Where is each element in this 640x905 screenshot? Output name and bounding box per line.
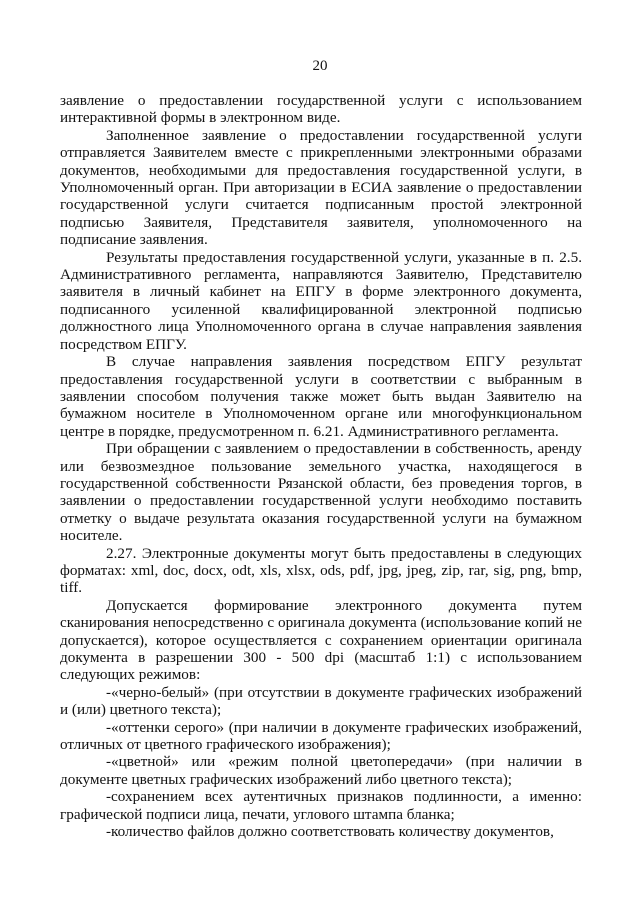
- paragraph-8: -«черно-белый» (при отсутствии в документе графических изображений и (или) цветного текста);: [60, 683, 582, 719]
- paragraph-2: Заполненное заявление о предоставлении государственной услуги отправляется Заявителем вместе с прикрепленными электронными образами документов, необходимыми для предоставления государственной услуги, в Уполномоченный орган. При авторизации в ЕСИА заявление о предоставлении государственной услуги считается подписанным простой электронной подписью Заявителя, Представителя заявителя, уполномоченного на подписание заявления.: [60, 126, 582, 249]
- paragraph-6: 2.27. Электронные документы могут быть предоставлены в следующих форматах: xml, doc, docx, odt, xls, xlsx, ods, pdf, jpg, jpeg, zip, rar, sig, png, bmp, tiff.: [60, 544, 582, 597]
- paragraph-3: Результаты предоставления государственной услуги, указанные в п. 2.5. Административного регламента, направляются Заявителю, Представителю заявителя в личный кабинет на ЕПГУ в форме электронного документа, подписанного усиленной квалифицированной электронной подписью должностного лица Уполномоченного органа в случае направления заявления посредством ЕПГУ.: [60, 248, 582, 353]
- paragraph-11: -сохранением всех аутентичных признаков подлинности, а именно: графической подписи лица, печати, углового штампа бланка;: [60, 788, 582, 823]
- page-number: 20: [312, 58, 328, 74]
- paragraph-9: -«оттенки серого» (при наличии в документе графических изображений, отличных от цветного графического изображения);: [60, 718, 582, 754]
- paragraph-4: В случае направления заявления посредством ЕПГУ результат предоставления государственной услуги в соответствии с выбранным в заявлении способом получения также может быть выдан Заявителю на бумажном носителе в Уполномоченном органе или многофункциональном центре в порядке, предусмотренном п. 6.21. Административного регламента.: [60, 353, 582, 440]
- paragraph-7: Допускается формирование электронного документа путем сканирования непосредственно с оригинала документа (использование копий не допускается), которое осуществляется с сохранением ориентации оригинала документа в разрешении 300 - 500 dpi (масштаб 1:1) с использованием следующих режимов:: [60, 596, 582, 684]
- paragraph-10: -«цветной» или «режим полной цветопередачи» (при наличии в документе цветных графических изображений либо цветного текста);: [60, 753, 582, 788]
- paragraph-12: -количество файлов должно соответствовать количеству документов,: [106, 823, 554, 841]
- document-body: [60, 92, 582, 840]
- paragraph-5: При обращении с заявлением о предоставлении в собственность, аренду или безвозмездное пользование земельного участка, находящегося в государственной собственности Рязанской области, без проведения торгов, в заявлении о предоставлении государственной услуги необходимо поставить отметку о выдаче результата оказания государственной услуги на бумажном носителе.: [60, 440, 582, 545]
- paragraph-1: заявление о предоставлении государственной услуги с использованием интерактивной формы в электронном виде.: [60, 92, 582, 127]
